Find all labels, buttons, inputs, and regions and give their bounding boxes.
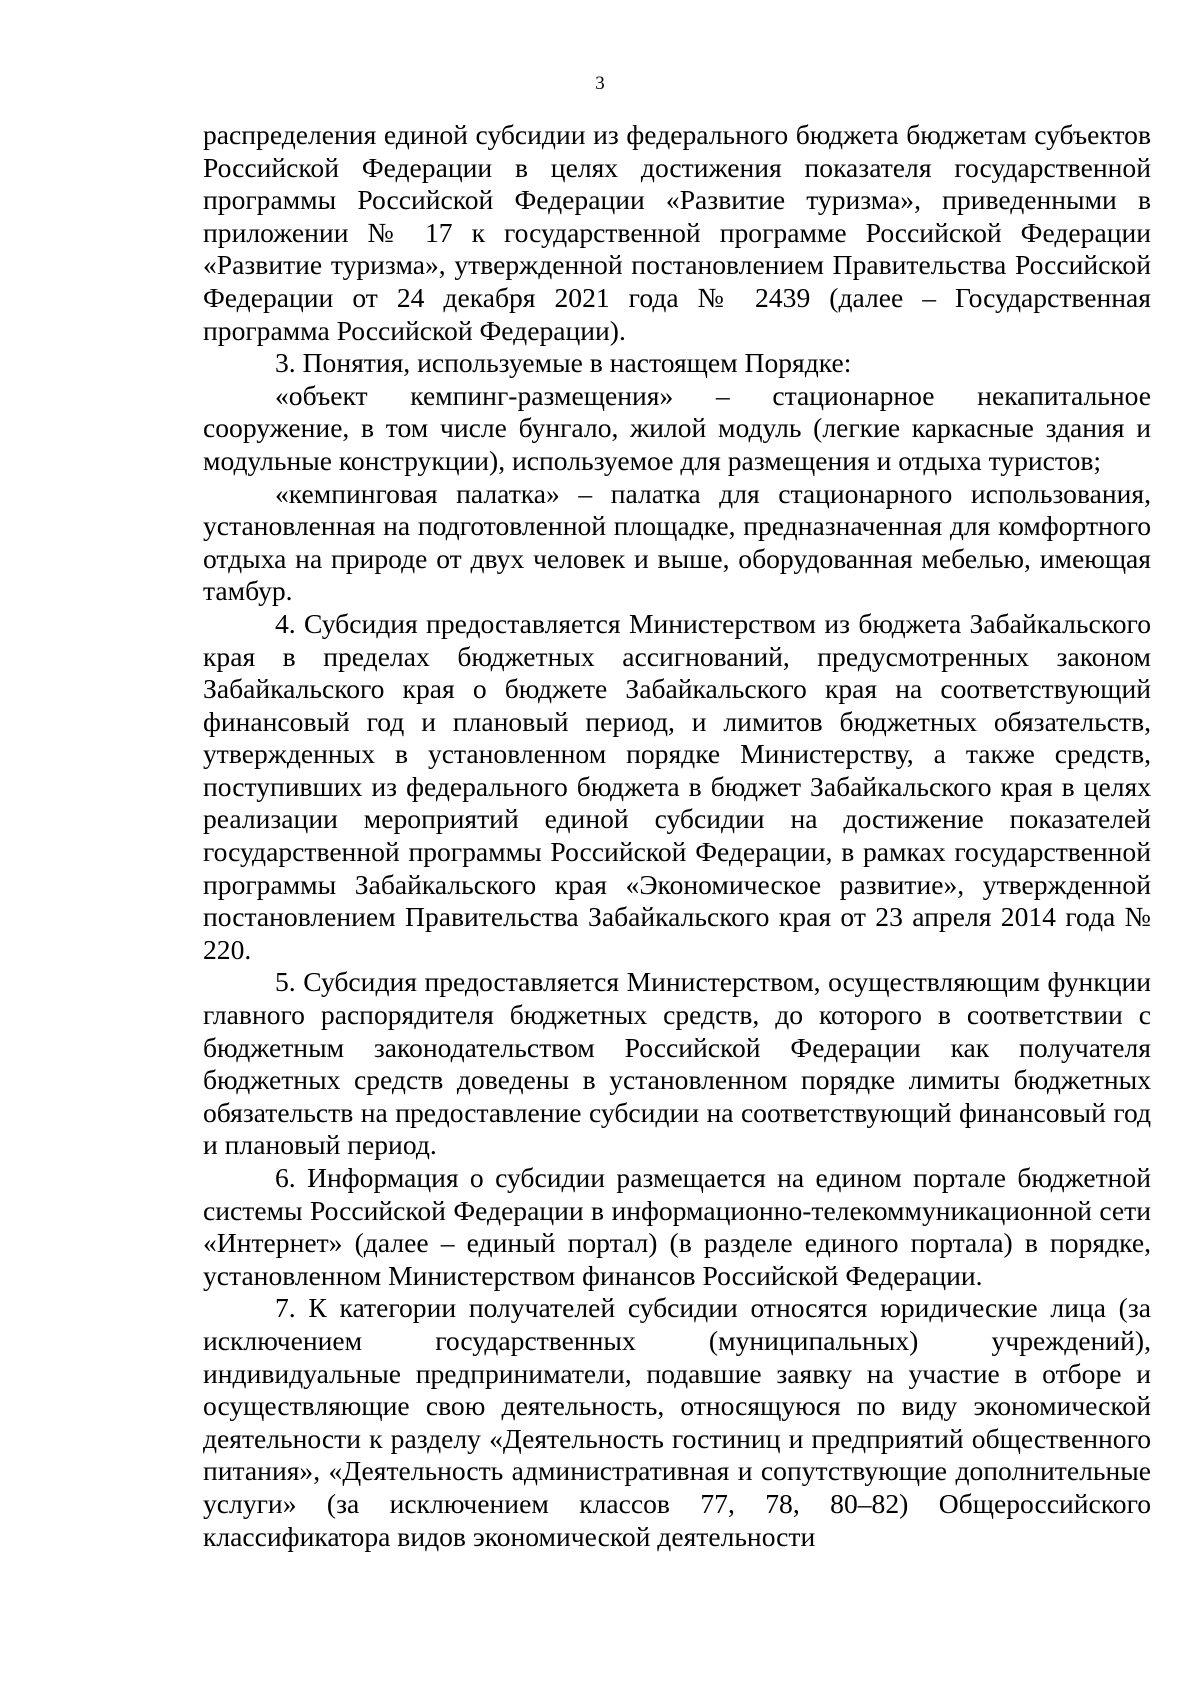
definition-camping-tent: «кемпинговая палатка» – палатка для стационарного использования, установленная на подготовленной площадке, предназначенная для комфортного отдыха на природе от двух человек и выше, оборудованная мебелью, имеющая тамбур. (203, 477, 1151, 607)
definition-camping-object: «объект кемпинг-размещения» – стационарное некапитальное сооружение, в том числе бунгало, жилой модуль (легкие каркасные здания и модульные конструкции), используемое для размещения и отдыха туристов; (203, 379, 1151, 476)
paragraph-6-portal-info: 6. Информация о субсидии размещается на едином портале бюджетной системы Российской Федерации в информационно-телекоммуникационной сети «Интернет» (далее – единый портал) (в разделе единого портала) в порядке, установленном Министерством финансов Российской Федерации. (203, 1162, 1151, 1291)
paragraph-2-continuation: распределения единой субсидии из федерального бюджета бюджетам субъектов Российской Федерации в целях достижения показателя государственной программы Российской Федерации «Развитие туризма», приведенными в приложении № 17 к государственной программе Российской Федерации «Развитие туризма», утвержденной постановлением Правительства Российской Федерации от 24 декабря 2021 года № 2439 (далее – Государственная программа Российской Федерации). (203, 119, 1151, 346)
document-body (203, 119, 1151, 1553)
paragraph-7-recipients: 7. К категории получателей субсидии относятся юридические лица (за исключением государственных (муниципальных) учреждений), индивидуальные предприниматели, подавшие заявку на участие в отборе и осуществляющие свою деятельность, относящуюся по виду экономической деятельности к разделу «Деятельность гостиниц и предприятий общественного питания», «Деятельность административная и сопутствующие дополнительные услуги» (за исключением классов 77, 78, 80–82) Общероссийского классификатора видов экономической деятельности (203, 1292, 1151, 1552)
paragraph-3-definitions-intro: 3. Понятия, используемые в настоящем Порядке: (275, 347, 852, 379)
page-number: 3 (595, 73, 605, 94)
paragraph-5-subsidy-ministry: 5. Субсидия предоставляется Министерством, осуществляющим функции главного распорядителя бюджетных средств, до которого в соответствии с бюджетным законодательством Российской Федерации как получателя бюджетных средств доведены в установленном порядке лимиты бюджетных обязательств на предоставление субсидии на соответствующий финансовый год и плановый период. (203, 966, 1151, 1161)
paragraph-4-subsidy-source: 4. Субсидия предоставляется Министерством из бюджета Забайкальского края в пределах бюджетных ассигнований, предусмотренных законом Забайкальского края о бюджете Забайкальского края на соответствующий финансовый год и плановый период, и лимитов бюджетных обязательств, утвержденных в установленном порядке Министерству, а также средств, поступивших из федерального бюджета в бюджет Забайкальского края в целях реализации мероприятий единой субсидии на достижение показателей государственной программы Российской Федерации, в рамках государственной программы Забайкальского края «Экономическое развитие», утвержденной постановлением Правительства Забайкальского края от 23 апреля 2014 года № 220. (203, 607, 1151, 965)
